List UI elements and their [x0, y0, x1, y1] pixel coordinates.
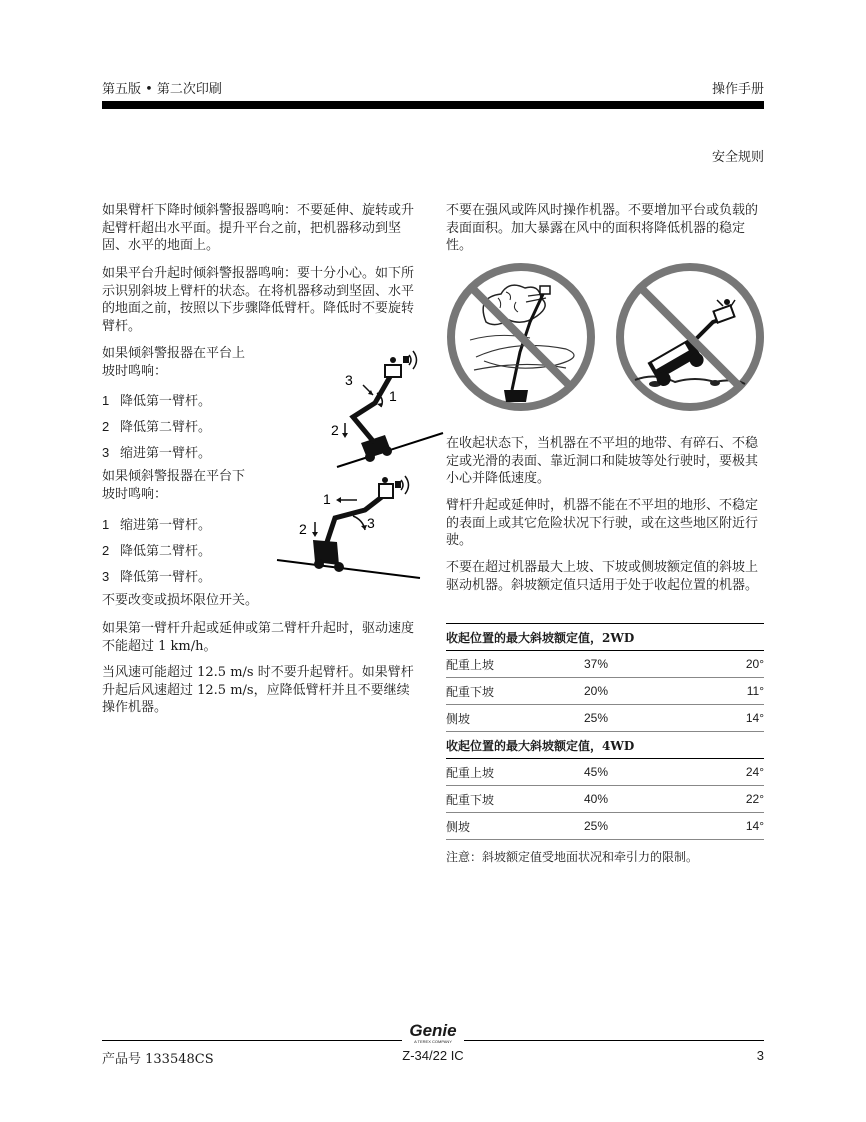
footer-page-number: 3: [756, 1048, 764, 1063]
row-label: 侧坡: [446, 813, 584, 840]
left-paragraph-4: 如果第一臂杆升起或延伸或第二臂杆升起时，驱动速度不能超过 1 km/h。: [102, 621, 415, 654]
row-degrees: 14°: [704, 705, 764, 732]
right-paragraph-4: 不要在超过机器最大上坡、下坡或侧坡额定值的斜坡上驱动机器。斜坡额定值只适用于处于收起位置的机器。: [446, 560, 759, 593]
footer-part-number: 产品号 133548CS: [102, 1052, 214, 1067]
left-paragraph-5: 当风速可能超过 12.5 m/s 时不要升起臂杆。如果臂杆升起后风速超过 12.5 m/s，应降低臂杆并且不要继续操作机器。: [102, 665, 414, 715]
row-percent: 37%: [584, 651, 704, 678]
logo-text: Genie: [409, 1021, 457, 1040]
row-label: 配重下坡: [446, 678, 584, 705]
table-title-2wd: 收起位置的最大斜坡额定值，2WD: [446, 624, 764, 651]
row-label: 配重上坡: [446, 651, 584, 678]
uphill-step: 2 降低第二臂杆。: [102, 419, 212, 435]
table-row: [446, 678, 764, 705]
downhill-step: 2 降低第二臂杆。: [102, 543, 212, 559]
row-degrees: 20°: [704, 651, 764, 678]
uphill-boom-diagram: [325, 345, 445, 470]
row-degrees: 14°: [704, 813, 764, 840]
left-paragraph-3: 不要改变或损坏限位开关。: [102, 593, 259, 608]
row-label: 侧坡: [446, 705, 584, 732]
row-percent: 45%: [584, 759, 704, 786]
left-paragraph-2: 如果平台升起时倾斜警报器鸣响：要十分小心。如下所示识别斜坡上臂杆的状态。在将机器移动到坚固、水平的地面之前，按照以下步骤降低臂杆。降低时不要旋转臂杆。: [102, 266, 415, 334]
table-row: [446, 759, 764, 786]
slope-rating-table: [446, 623, 764, 840]
downhill-step: 3 降低第一臂杆。: [102, 569, 212, 585]
right-paragraph-1: 不要在强风或阵风时操作机器。不要增加平台或负载的表面面积。加大暴露在风中的面积将降低机器的稳定性。: [446, 203, 759, 253]
right-paragraph-2: 在收起状态下，当机器在不平坦的地带、有碎石、不稳定或光滑的表面、靠近洞口和陡坡等处行驶时，要极其小心并降低速度。: [446, 436, 759, 486]
table-section-header: [446, 732, 764, 759]
downhill-step: 1 缩进第一臂杆。: [102, 517, 212, 533]
uphill-label: 2: [331, 422, 339, 438]
row-label: 配重上坡: [446, 759, 584, 786]
no-unstable-ground-prohibition-icon: [615, 262, 765, 412]
section-title: 安全规则: [711, 150, 764, 165]
table-row: [446, 813, 764, 840]
downhill-label: 2: [299, 521, 307, 537]
header-manual-title: 操作手册: [711, 82, 764, 97]
footer-model: Z-34/22 IC: [402, 1048, 464, 1063]
table-row: [446, 705, 764, 732]
no-wind-prohibition-icon: [446, 262, 596, 412]
genie-logo: [402, 1022, 464, 1048]
row-percent: 20%: [584, 678, 704, 705]
table-row: [446, 651, 764, 678]
table-section-header: [446, 624, 764, 651]
row-label: 配重下坡: [446, 786, 584, 813]
downhill-intro: 如果倾斜警报器在平台下坡时鸣响：: [102, 469, 246, 502]
row-percent: 25%: [584, 813, 704, 840]
logo-subtext: A TEREX COMPANY: [414, 1039, 452, 1044]
row-percent: 40%: [584, 786, 704, 813]
row-percent: 25%: [584, 705, 704, 732]
table-row: [446, 786, 764, 813]
uphill-intro: 如果倾斜警报器在平台上坡时鸣响：: [102, 346, 246, 379]
header-edition: 第五版 • 第二次印刷: [102, 82, 222, 97]
left-paragraph-1: 如果臂杆下降时倾斜警报器鸣响：不要延伸、旋转或升起臂杆超出水平面。提升平台之前，把机器移动到坚固、水平的地面上。: [102, 203, 415, 253]
downhill-label: 1: [323, 491, 331, 507]
right-paragraph-3: 臂杆升起或延伸时，机器不能在不平坦的地形、不稳定的表面上或其它危险状况下行驶，或在这些地区附近行驶。: [446, 498, 759, 548]
uphill-label: 3: [345, 372, 353, 388]
downhill-boom-diagram: [275, 470, 435, 580]
downhill-label: 3: [367, 515, 375, 531]
uphill-step: 3 缩进第一臂杆。: [102, 445, 212, 461]
uphill-step: 1 降低第一臂杆。: [102, 393, 212, 409]
uphill-label: 1: [389, 388, 397, 404]
table-title-4wd: 收起位置的最大斜坡额定值，4WD: [446, 732, 764, 759]
table-note: 注意：斜坡额定值受地面状况和牵引力的限制。: [446, 850, 699, 864]
row-degrees: 22°: [704, 786, 764, 813]
row-degrees: 11°: [704, 678, 764, 705]
header-rule: [102, 101, 764, 109]
row-degrees: 24°: [704, 759, 764, 786]
